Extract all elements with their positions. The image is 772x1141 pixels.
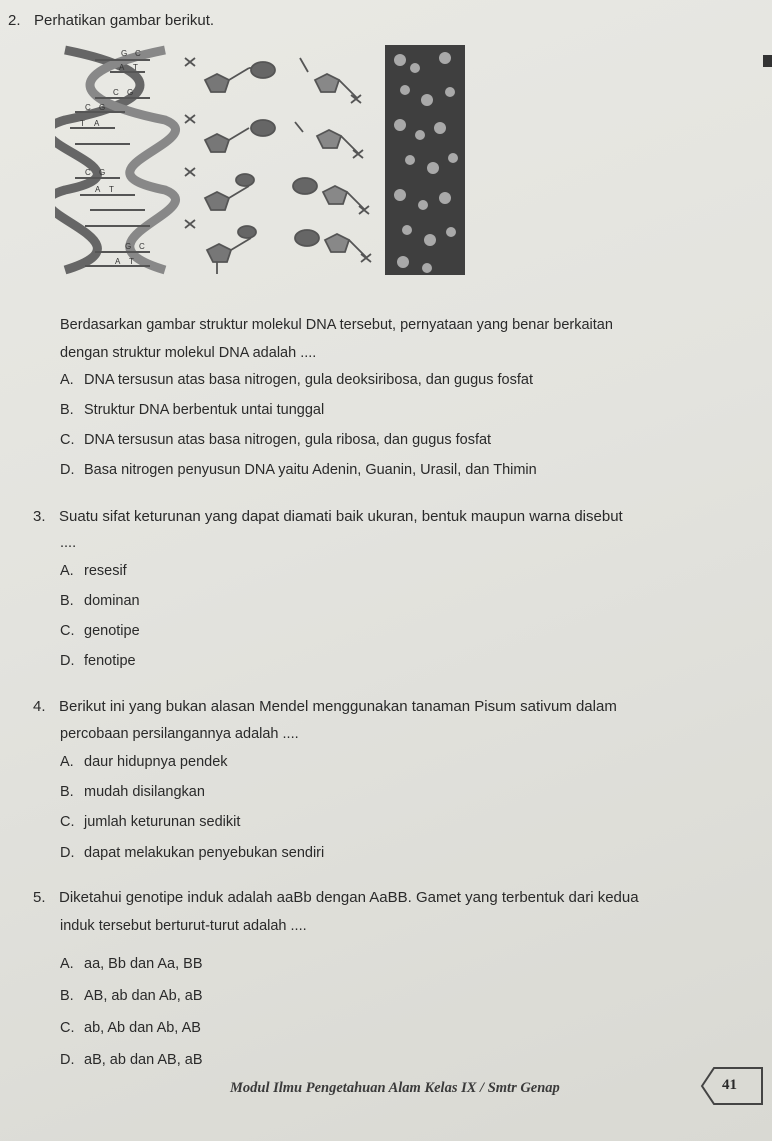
base-label: T [109,185,114,194]
question-2-option-c[interactable]: C. DNA tersusun atas basa nitrogen, gula ribosa, dan gugus fosfat [60,432,492,448]
question-5-number: 5. [33,889,46,906]
base-label: G [127,88,134,97]
question-2-option-a[interactable]: A. DNA tersusun atas basa nitrogen, gula deoksiribosa, dan gugus fosfat [60,372,533,388]
question-4-text-line2: percobaan persilangannya adalah .... [60,726,299,742]
question-5-option-b[interactable]: B. AB, ab dan Ab, aB [60,988,203,1004]
double-helix [55,49,176,270]
question-5-text-line1: Diketahui genotipe induk adalah aaBb dengan AaBB. Gamet yang terbentuk dari kedua [59,889,639,906]
question-5-text-line2: induk tersebut berturut-turut adalah .... [60,918,307,934]
base-label: T [133,63,138,72]
dna-structure-figure [55,40,465,280]
question-4-header [33,698,617,715]
base-label: G [121,49,128,58]
question-3-option-d[interactable]: D. fenotipe [60,653,136,669]
question-4-option-d[interactable]: D. dapat melakukan penyebukan sendiri [60,845,325,861]
question-4-text-line1: Berikut ini yang bukan alasan Mendel menggunakan tanaman Pisum sativum dalam [59,698,617,715]
question-4-number: 4. [33,698,46,715]
base-label: G [125,242,132,251]
page-number: 41 [722,1077,737,1093]
question-5-option-c[interactable]: C. ab, Ab dan Ab, AB [60,1020,201,1036]
question-4-option-c[interactable]: C. jumlah keturunan sedikit [60,814,241,830]
base-label: C [85,168,91,177]
question-5-option-d[interactable]: D. aB, ab dan AB, aB [60,1052,203,1068]
question-3-option-b[interactable]: B. dominan [60,593,140,609]
question-2-option-b[interactable]: B. Struktur DNA berbentuk untai tunggal [60,402,325,418]
question-3-option-a[interactable]: A. resesif [60,563,127,579]
base-label: C [113,88,119,97]
chemical-structure [185,58,371,274]
question-3-header [33,508,623,525]
question-3-number: 3. [33,508,46,525]
question-3-option-c[interactable]: C. genotipe [60,623,140,639]
base-label: G [99,103,106,112]
question-2-prompt: Perhatikan gambar berikut. [34,12,215,29]
question-2-number: 2. [8,12,21,29]
question-2-option-d[interactable]: D. Basa nitrogen penyusun DNA yaitu Adenin, Guanin, Urasil, dan Thimin [60,462,537,478]
base-label: A [94,119,100,128]
base-label: A [115,257,121,266]
question-4-option-a[interactable]: A. daur hidupnya pendek [60,754,228,770]
base-label: C [139,242,145,251]
base-label: A [95,185,101,194]
base-label: A [119,63,125,72]
footer-module-title: Modul Ilmu Pengetahuan Alam Kelas IX / Smtr Genap [230,1080,560,1096]
base-label: T [129,257,134,266]
space-filling-model [385,45,465,275]
question-4-option-b[interactable]: B. mudah disilangkan [60,784,205,800]
question-3-text-line2: .... [60,535,77,551]
edge-mark [763,55,772,67]
base-label: C [135,49,141,58]
base-label: T [80,119,85,128]
question-2-text-line2: dengan struktur molekul DNA adalah .... [60,345,317,361]
base-label: G [99,168,106,177]
question-5-header [33,889,639,906]
question-2-header [8,12,214,29]
question-5-option-a[interactable]: A. aa, Bb dan Aa, BB [60,956,203,972]
question-2-text-line1: Berdasarkan gambar struktur molekul DNA tersebut, pernyataan yang benar berkaitan [60,317,613,333]
base-label: C [85,103,91,112]
question-3-text-line1: Suatu sifat keturunan yang dapat diamati baik ukuran, bentuk maupun warna disebut [59,508,623,525]
